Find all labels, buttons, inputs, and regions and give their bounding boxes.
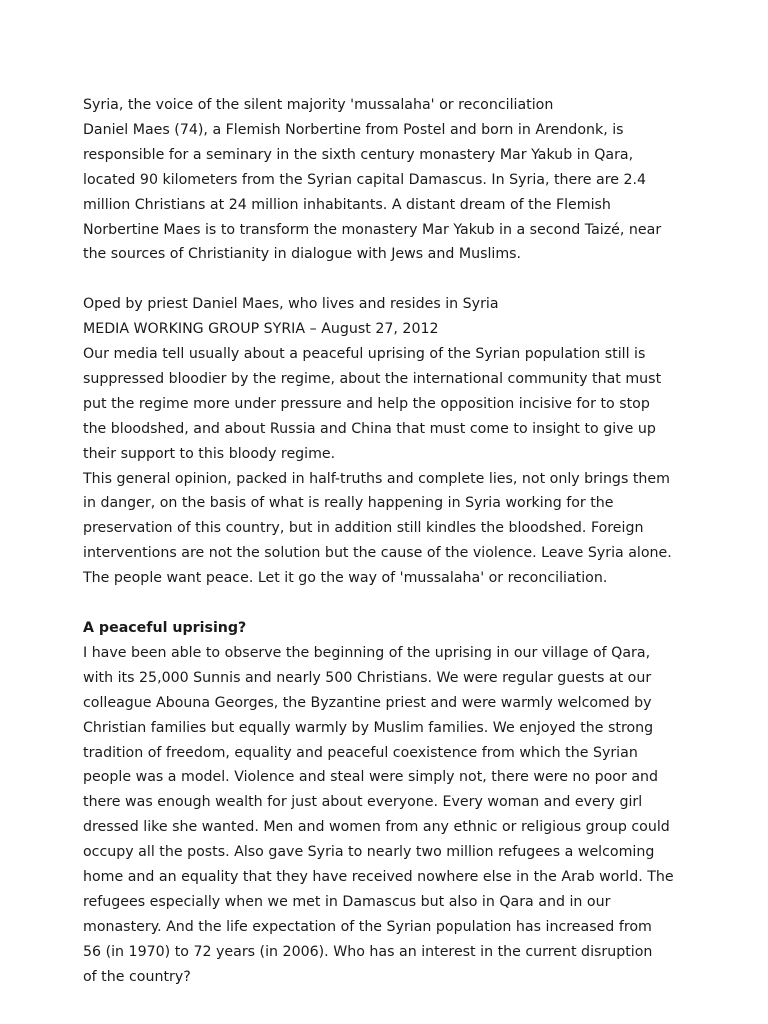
intro-line: million Christians at 24 million inhabitants. A distant dream of the Flemish — [83, 196, 611, 213]
body-line: there was enough wealth for just about everyone. Every woman and every girl — [83, 794, 643, 811]
intro-block — [83, 93, 693, 267]
body-line: Our media tell usually about a peaceful uprising of the Syrian population still is — [83, 346, 646, 363]
body-line: in danger, on the basis of what is really happening in Syria working for the — [83, 495, 614, 512]
body-line: 56 (in 1970) to 72 years (in 2006). Who has an interest in the current disruption — [83, 943, 653, 960]
oped-block — [83, 292, 693, 591]
body-line: with its 25,000 Sunnis and nearly 500 Christians. We were regular guests at our — [83, 669, 652, 686]
body-line: I have been able to observe the beginning of the uprising in our village of Qara, — [83, 644, 651, 661]
intro-line: the sources of Christianity in dialogue with Jews and Muslims. — [83, 246, 522, 263]
body-line: occupy all the posts. Also gave Syria to nearly two million refugees a welcoming — [83, 844, 655, 861]
body-line: This general opinion, packed in half-truths and complete lies, not only brings them — [83, 470, 670, 487]
section-peaceful-uprising — [83, 616, 693, 990]
body-line: suppressed bloodier by the regime, about the international community that must — [83, 370, 662, 387]
body-line: colleague Abouna Georges, the Byzantine priest and were warmly welcomed by — [83, 694, 652, 711]
body-line: Christian families but equally warmly by Muslim families. We enjoyed the strong — [83, 719, 654, 736]
body-line: tradition of freedom, equality and peaceful coexistence from which the Syrian — [83, 744, 638, 761]
article-title: Syria, the voice of the silent majority 'mussalaha' or reconciliation — [83, 97, 554, 113]
body-line: refugees especially when we met in Damascus but also in Qara and in our — [83, 893, 611, 910]
body-line: of the country? — [83, 968, 191, 985]
body-line: The people want peace. Let it go the way of 'mussalaha' or reconciliation. — [83, 570, 608, 587]
paragraph-gap — [83, 591, 693, 616]
body-line: their support to this bloody regime. — [83, 445, 336, 462]
body-line: put the regime more under pressure and help the opposition incisive for to stop — [83, 395, 650, 412]
document-page — [83, 93, 693, 990]
body-line: dressed like she wanted. Men and women from any ethnic or religious group could — [83, 819, 670, 836]
intro-line: responsible for a seminary in the sixth century monastery Mar Yakub in Qara, — [83, 146, 634, 163]
body-line: home and an equality that they have received nowhere else in the Arab world. The — [83, 869, 674, 886]
paragraph-gap — [83, 267, 693, 292]
body-line: preservation of this country, but in addition still kindles the bloodshed. Foreign — [83, 520, 644, 537]
oped-source: MEDIA WORKING GROUP SYRIA – August 27, 2012 — [83, 321, 439, 338]
body-line: monastery. And the life expectation of the Syrian population has increased from — [83, 918, 652, 935]
section-heading: A peaceful uprising? — [83, 620, 247, 636]
body-line: the bloodshed, and about Russia and China that must come to insight to give up — [83, 420, 656, 437]
body-line: interventions are not the solution but the cause of the violence. Leave Syria alone. — [83, 545, 672, 562]
intro-line: Norbertine Maes is to transform the monastery Mar Yakub in a second Taizé, near — [83, 221, 662, 238]
oped-byline: Oped by priest Daniel Maes, who lives and resides in Syria — [83, 296, 499, 313]
body-line: people was a model. Violence and steal were simply not, there were no poor and — [83, 769, 659, 786]
intro-line: located 90 kilometers from the Syrian capital Damascus. In Syria, there are 2.4 — [83, 171, 647, 188]
intro-line: Daniel Maes (74), a Flemish Norbertine from Postel and born in Arendonk, is — [83, 121, 624, 138]
